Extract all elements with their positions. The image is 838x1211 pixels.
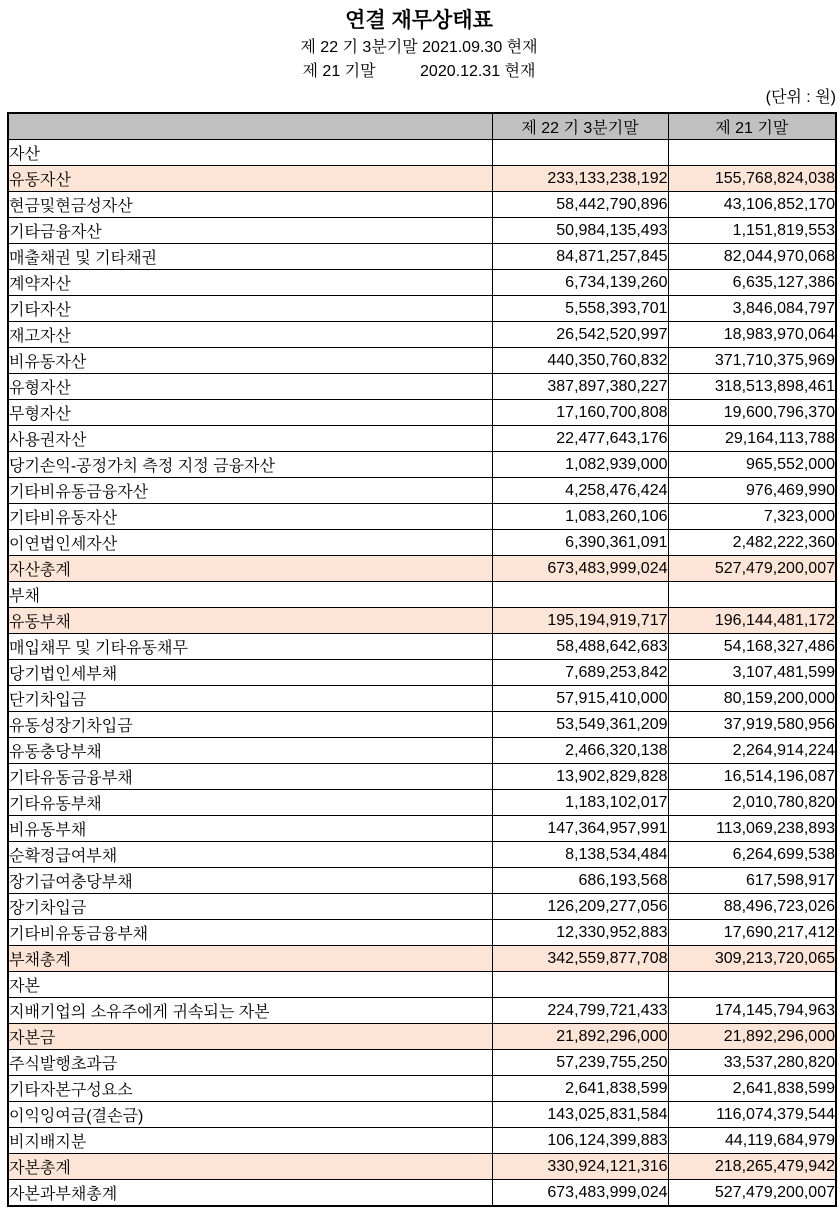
row-label: 비지배지분: [8, 1128, 492, 1154]
row-label: 무형자산: [8, 400, 492, 426]
value-period-21: 116,074,379,544: [668, 1102, 836, 1128]
row-label: 사용권자산: [8, 426, 492, 452]
value-period-22: 8,138,534,484: [492, 842, 668, 868]
table-row: [8, 166, 836, 192]
value-period-22: 57,915,410,000: [492, 686, 668, 712]
table-row: [8, 686, 836, 712]
table-row: [8, 1154, 836, 1180]
value-period-21: 2,482,222,360: [668, 530, 836, 556]
value-period-21: 318,513,898,461: [668, 374, 836, 400]
value-period-21: 155,768,824,038: [668, 166, 836, 192]
row-label: 이연법인세자산: [8, 530, 492, 556]
table-row: [8, 192, 836, 218]
row-label: 자본과부채총계: [8, 1180, 492, 1207]
value-period-21: 19,600,796,370: [668, 400, 836, 426]
value-period-22: 2,466,320,138: [492, 738, 668, 764]
value-period-21: 16,514,196,087: [668, 764, 836, 790]
value-period-22: 6,390,361,091: [492, 530, 668, 556]
column-header-period-21: 제 21 기말: [668, 113, 836, 140]
value-period-21: 527,479,200,007: [668, 1180, 836, 1207]
table-row: [8, 764, 836, 790]
table-row: [8, 218, 836, 244]
value-period-21: 6,264,699,538: [668, 842, 836, 868]
row-label: 비유동자산: [8, 348, 492, 374]
row-label: 기타자산: [8, 296, 492, 322]
table-row: [8, 712, 836, 738]
row-label: 유동자산: [8, 166, 492, 192]
row-label: 기타유동금융부채: [8, 764, 492, 790]
row-label: 자본총계: [8, 1154, 492, 1180]
value-period-22: 686,193,568: [492, 868, 668, 894]
table-row: [8, 400, 836, 426]
header-row: [8, 113, 836, 140]
value-period-21: 371,710,375,969: [668, 348, 836, 374]
value-period-21: 82,044,970,068: [668, 244, 836, 270]
row-label: 유형자산: [8, 374, 492, 400]
value-period-22: [492, 582, 668, 608]
table-row: [8, 894, 836, 920]
row-label: 현금및현금성자산: [8, 192, 492, 218]
table-row: [8, 634, 836, 660]
value-period-22: 106,124,399,883: [492, 1128, 668, 1154]
value-period-22: 53,549,361,209: [492, 712, 668, 738]
value-period-22: 26,542,520,997: [492, 322, 668, 348]
table-row: [8, 738, 836, 764]
column-header-period-22: 제 22 기 3분기말: [492, 113, 668, 140]
table-row: [8, 1180, 836, 1207]
row-label: 기타비유동금융부채: [8, 920, 492, 946]
table-row: [8, 608, 836, 634]
row-label: 지배기업의 소유주에게 귀속되는 자본: [8, 998, 492, 1024]
table-row: [8, 868, 836, 894]
value-period-22: 5,558,393,701: [492, 296, 668, 322]
row-label: 기타자본구성요소: [8, 1076, 492, 1102]
value-period-21: 29,164,113,788: [668, 426, 836, 452]
row-label: 유동부채: [8, 608, 492, 634]
table-row: [8, 660, 836, 686]
row-label: 기타비유동자산: [8, 504, 492, 530]
value-period-21: 88,496,723,026: [668, 894, 836, 920]
value-period-21: [668, 972, 836, 998]
row-label: 기타비유동금융자산: [8, 478, 492, 504]
row-label: 장기차입금: [8, 894, 492, 920]
value-period-21: [668, 140, 836, 166]
value-period-22: 7,689,253,842: [492, 660, 668, 686]
value-period-22: 4,258,476,424: [492, 478, 668, 504]
value-period-22: 233,133,238,192: [492, 166, 668, 192]
table-row: [8, 452, 836, 478]
value-period-22: 22,477,643,176: [492, 426, 668, 452]
value-period-22: 330,924,121,316: [492, 1154, 668, 1180]
table-row: [8, 244, 836, 270]
value-period-22: 12,330,952,883: [492, 920, 668, 946]
row-label: 유동충당부채: [8, 738, 492, 764]
table-row: [8, 998, 836, 1024]
value-period-22: 58,442,790,896: [492, 192, 668, 218]
value-period-22: 1,082,939,000: [492, 452, 668, 478]
row-label: 매입채무 및 기타유동채무: [8, 634, 492, 660]
table-header: [8, 113, 836, 140]
value-period-21: 21,892,296,000: [668, 1024, 836, 1050]
value-period-21: 43,106,852,170: [668, 192, 836, 218]
row-label: 자산: [8, 140, 492, 166]
row-label: 매출채권 및 기타채권: [8, 244, 492, 270]
table-row: [8, 140, 836, 166]
row-label: 자산총계: [8, 556, 492, 582]
value-period-21: 174,145,794,963: [668, 998, 836, 1024]
value-period-21: 3,107,481,599: [668, 660, 836, 686]
value-period-21: 1,151,819,553: [668, 218, 836, 244]
value-period-21: [668, 582, 836, 608]
value-period-21: 2,010,780,820: [668, 790, 836, 816]
table-row: [8, 972, 836, 998]
table-body: [8, 140, 836, 1207]
value-period-21: 44,119,684,979: [668, 1128, 836, 1154]
value-period-22: 17,160,700,808: [492, 400, 668, 426]
value-period-21: 617,598,917: [668, 868, 836, 894]
value-period-21: 54,168,327,486: [668, 634, 836, 660]
value-period-21: 309,213,720,065: [668, 946, 836, 972]
table-row: [8, 504, 836, 530]
table-row: [8, 556, 836, 582]
value-period-21: 2,641,838,599: [668, 1076, 836, 1102]
balance-sheet-table: [7, 112, 837, 1207]
value-period-22: 440,350,760,832: [492, 348, 668, 374]
value-period-22: 126,209,277,056: [492, 894, 668, 920]
table-row: [8, 1024, 836, 1050]
table-row: [8, 1128, 836, 1154]
page-title: 연결 재무상태표: [345, 9, 493, 32]
row-label: 부채총계: [8, 946, 492, 972]
value-period-21: 965,552,000: [668, 452, 836, 478]
value-period-21: 6,635,127,386: [668, 270, 836, 296]
table-row: [8, 946, 836, 972]
value-period-22: 673,483,999,024: [492, 1180, 668, 1207]
value-period-21: 196,144,481,172: [668, 608, 836, 634]
row-label: 기타유동부채: [8, 790, 492, 816]
row-label: 주식발행초과금: [8, 1050, 492, 1076]
value-period-21: 976,469,990: [668, 478, 836, 504]
row-label: 자본: [8, 972, 492, 998]
row-label: 계약자산: [8, 270, 492, 296]
table-row: [8, 582, 836, 608]
table-row: [8, 790, 836, 816]
row-label: 장기급여충당부채: [8, 868, 492, 894]
table-row: [8, 1102, 836, 1128]
table-row: [8, 296, 836, 322]
column-header-account: [8, 113, 492, 140]
value-period-21: 33,537,280,820: [668, 1050, 836, 1076]
row-label: 이익잉여금(결손금): [8, 1102, 492, 1128]
value-period-22: [492, 972, 668, 998]
value-period-21: 3,846,084,797: [668, 296, 836, 322]
table-row: [8, 348, 836, 374]
row-label: 기타금융자산: [8, 218, 492, 244]
value-period-22: 1,083,260,106: [492, 504, 668, 530]
table-row: [8, 1076, 836, 1102]
value-period-22: 21,892,296,000: [492, 1024, 668, 1050]
table-row: [8, 1050, 836, 1076]
table-row: [8, 920, 836, 946]
value-period-21: 527,479,200,007: [668, 556, 836, 582]
value-period-21: 113,069,238,893: [668, 816, 836, 842]
value-period-22: 342,559,877,708: [492, 946, 668, 972]
row-label: 자본금: [8, 1024, 492, 1050]
value-period-22: 673,483,999,024: [492, 556, 668, 582]
value-period-21: 7,323,000: [668, 504, 836, 530]
row-label: 당기손익-공정가치 측정 지정 금융자산: [8, 452, 492, 478]
value-period-22: 13,902,829,828: [492, 764, 668, 790]
table-row: [8, 530, 836, 556]
value-period-22: 387,897,380,227: [492, 374, 668, 400]
value-period-22: 2,641,838,599: [492, 1076, 668, 1102]
value-period-21: 37,919,580,956: [668, 712, 836, 738]
table-row: [8, 374, 836, 400]
table-row: [8, 478, 836, 504]
row-label: 순확정급여부채: [8, 842, 492, 868]
value-period-22: 6,734,139,260: [492, 270, 668, 296]
value-period-22: 57,239,755,250: [492, 1050, 668, 1076]
row-label: 비유동부채: [8, 816, 492, 842]
unit-label: (단위 : 원): [765, 89, 836, 106]
row-label: 재고자산: [8, 322, 492, 348]
value-period-21: 17,690,217,412: [668, 920, 836, 946]
value-period-21: 2,264,914,224: [668, 738, 836, 764]
row-label: 당기법인세부채: [8, 660, 492, 686]
row-label: 유동성장기차입금: [8, 712, 492, 738]
value-period-22: 147,364,957,991: [492, 816, 668, 842]
row-label: 단기차입금: [8, 686, 492, 712]
table-row: [8, 426, 836, 452]
row-label: 부채: [8, 582, 492, 608]
value-period-22: 84,871,257,845: [492, 244, 668, 270]
value-period-22: 195,194,919,717: [492, 608, 668, 634]
value-period-22: 50,984,135,493: [492, 218, 668, 244]
value-period-22: [492, 140, 668, 166]
value-period-21: 18,983,970,064: [668, 322, 836, 348]
value-period-21: 80,159,200,000: [668, 686, 836, 712]
value-period-22: 224,799,721,433: [492, 998, 668, 1024]
subtitle-period-21: 제 21 기말 2020.12.31 현재: [302, 63, 536, 80]
table-row: [8, 842, 836, 868]
table-row: [8, 322, 836, 348]
subtitle-period-22: 제 22 기 3분기말 2021.09.30 현재: [300, 39, 538, 56]
table-row: [8, 816, 836, 842]
value-period-21: 218,265,479,942: [668, 1154, 836, 1180]
value-period-22: 1,183,102,017: [492, 790, 668, 816]
table-row: [8, 270, 836, 296]
value-period-22: 58,488,642,683: [492, 634, 668, 660]
value-period-22: 143,025,831,584: [492, 1102, 668, 1128]
